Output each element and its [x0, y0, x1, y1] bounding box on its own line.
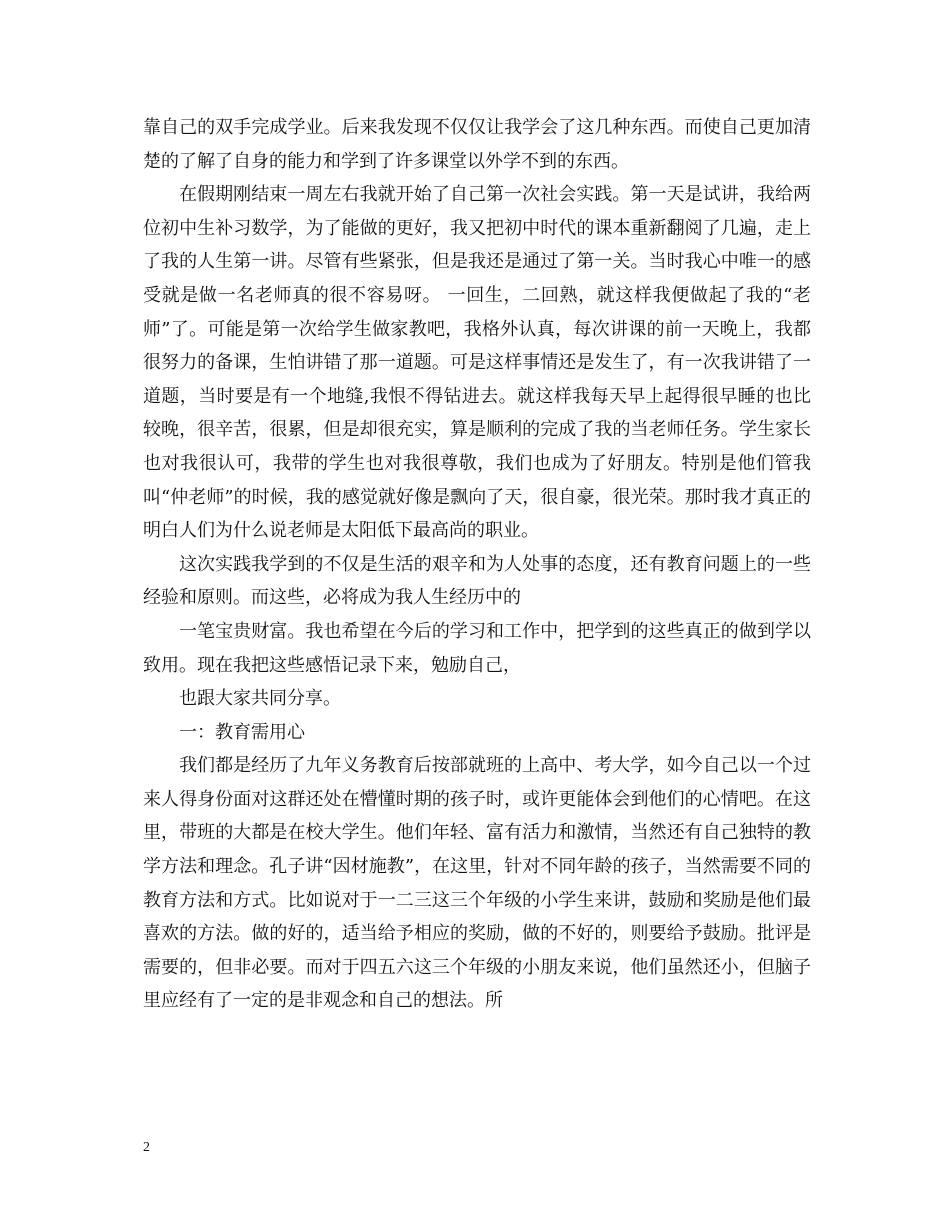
- paragraph-7: 我们都是经历了九年义务教育后按部就班的上高中、考大学，如今自己以一个过来人得身份面对这群还处在懵懂时期的孩子时，或许更能体会到他们的心情吧。在这里，带班的大都是在校大学生。他们年轻、富有活力和激情，当然还有自己独特的教学方法和理念。孔子讲“因材施教”，在这里，针对不同年龄的孩子，当然需要不同的教育方法和方式。比如说对于一二三这三个年级的小学生来讲，鼓励和奖励是他们最喜欢的方法。做的好的，适当给予相应的奖励，做的不好的，则要给予鼓励。批评是需要的，但非必要。而对于四五六这三个年级的小朋友来说，他们虽然还小，但脑子里应经有了一定的是非观念和自己的想法。所: [143, 755, 811, 1012]
- page-number: 2: [143, 1140, 150, 1155]
- document-body: [143, 111, 811, 1018]
- paragraph-3: 这次实践我学到的不仅是生活的艰辛和为人处事的态度，还有教育问题上的一些经验和原则。而这些，必将成为我人生经历中的: [143, 553, 811, 609]
- paragraph-4: 一笔宝贵财富。我也希望在今后的学习和工作中，把学到的这些真正的做到学以致用。现在我把这些感悟记录下来，勉励自己，: [143, 620, 811, 676]
- paragraph-2: 在假期刚结束一周左右我就开始了自己第一次社会实践。第一天是试讲，我给两位初中生补习数学，为了能做的更好，我又把初中时代的课本重新翻阅了几遍，走上了我的人生第一讲。尽管有些紧张，但是我还是通过了第一关。当时我心中唯一的感受就是做一名老师真的很不容易呀。 一回生，二回熟，就这样我便做起了我的“老师”了。可能是第一次给学生做家教吧，我格外认真，每次讲课的前一天晚上，我都很努力的备课，生怕讲错了那一道题。可是这样事情还是发生了，有一次我讲错了一道题，当时要是有一个地缝,我恨不得钻进去。就这样我每天早上起得很早睡的也比较晚，很辛苦，很累，但是却很充实，算是顺利的完成了我的当老师任务。学生家长也对我很认可，我带的学生也对我很尊敬，我们也成为了好朋友。特别是他们管我叫“仲老师”的时候，我的感觉就好像是飘向了天，很自豪，很光荣。那时我才真正的明白人们为什么说老师是太阳低下最高尚的职业。: [143, 184, 811, 542]
- section-heading: 一：教育需用心: [179, 721, 305, 743]
- paragraph-5: 也跟大家共同分享。: [179, 688, 341, 710]
- paragraph-1: 靠自己的双手完成学业。后来我发现不仅仅让我学会了这几种东西。而使自己更加清楚的了解了自身的能力和学到了许多课堂以外学不到的东西。: [143, 117, 811, 172]
